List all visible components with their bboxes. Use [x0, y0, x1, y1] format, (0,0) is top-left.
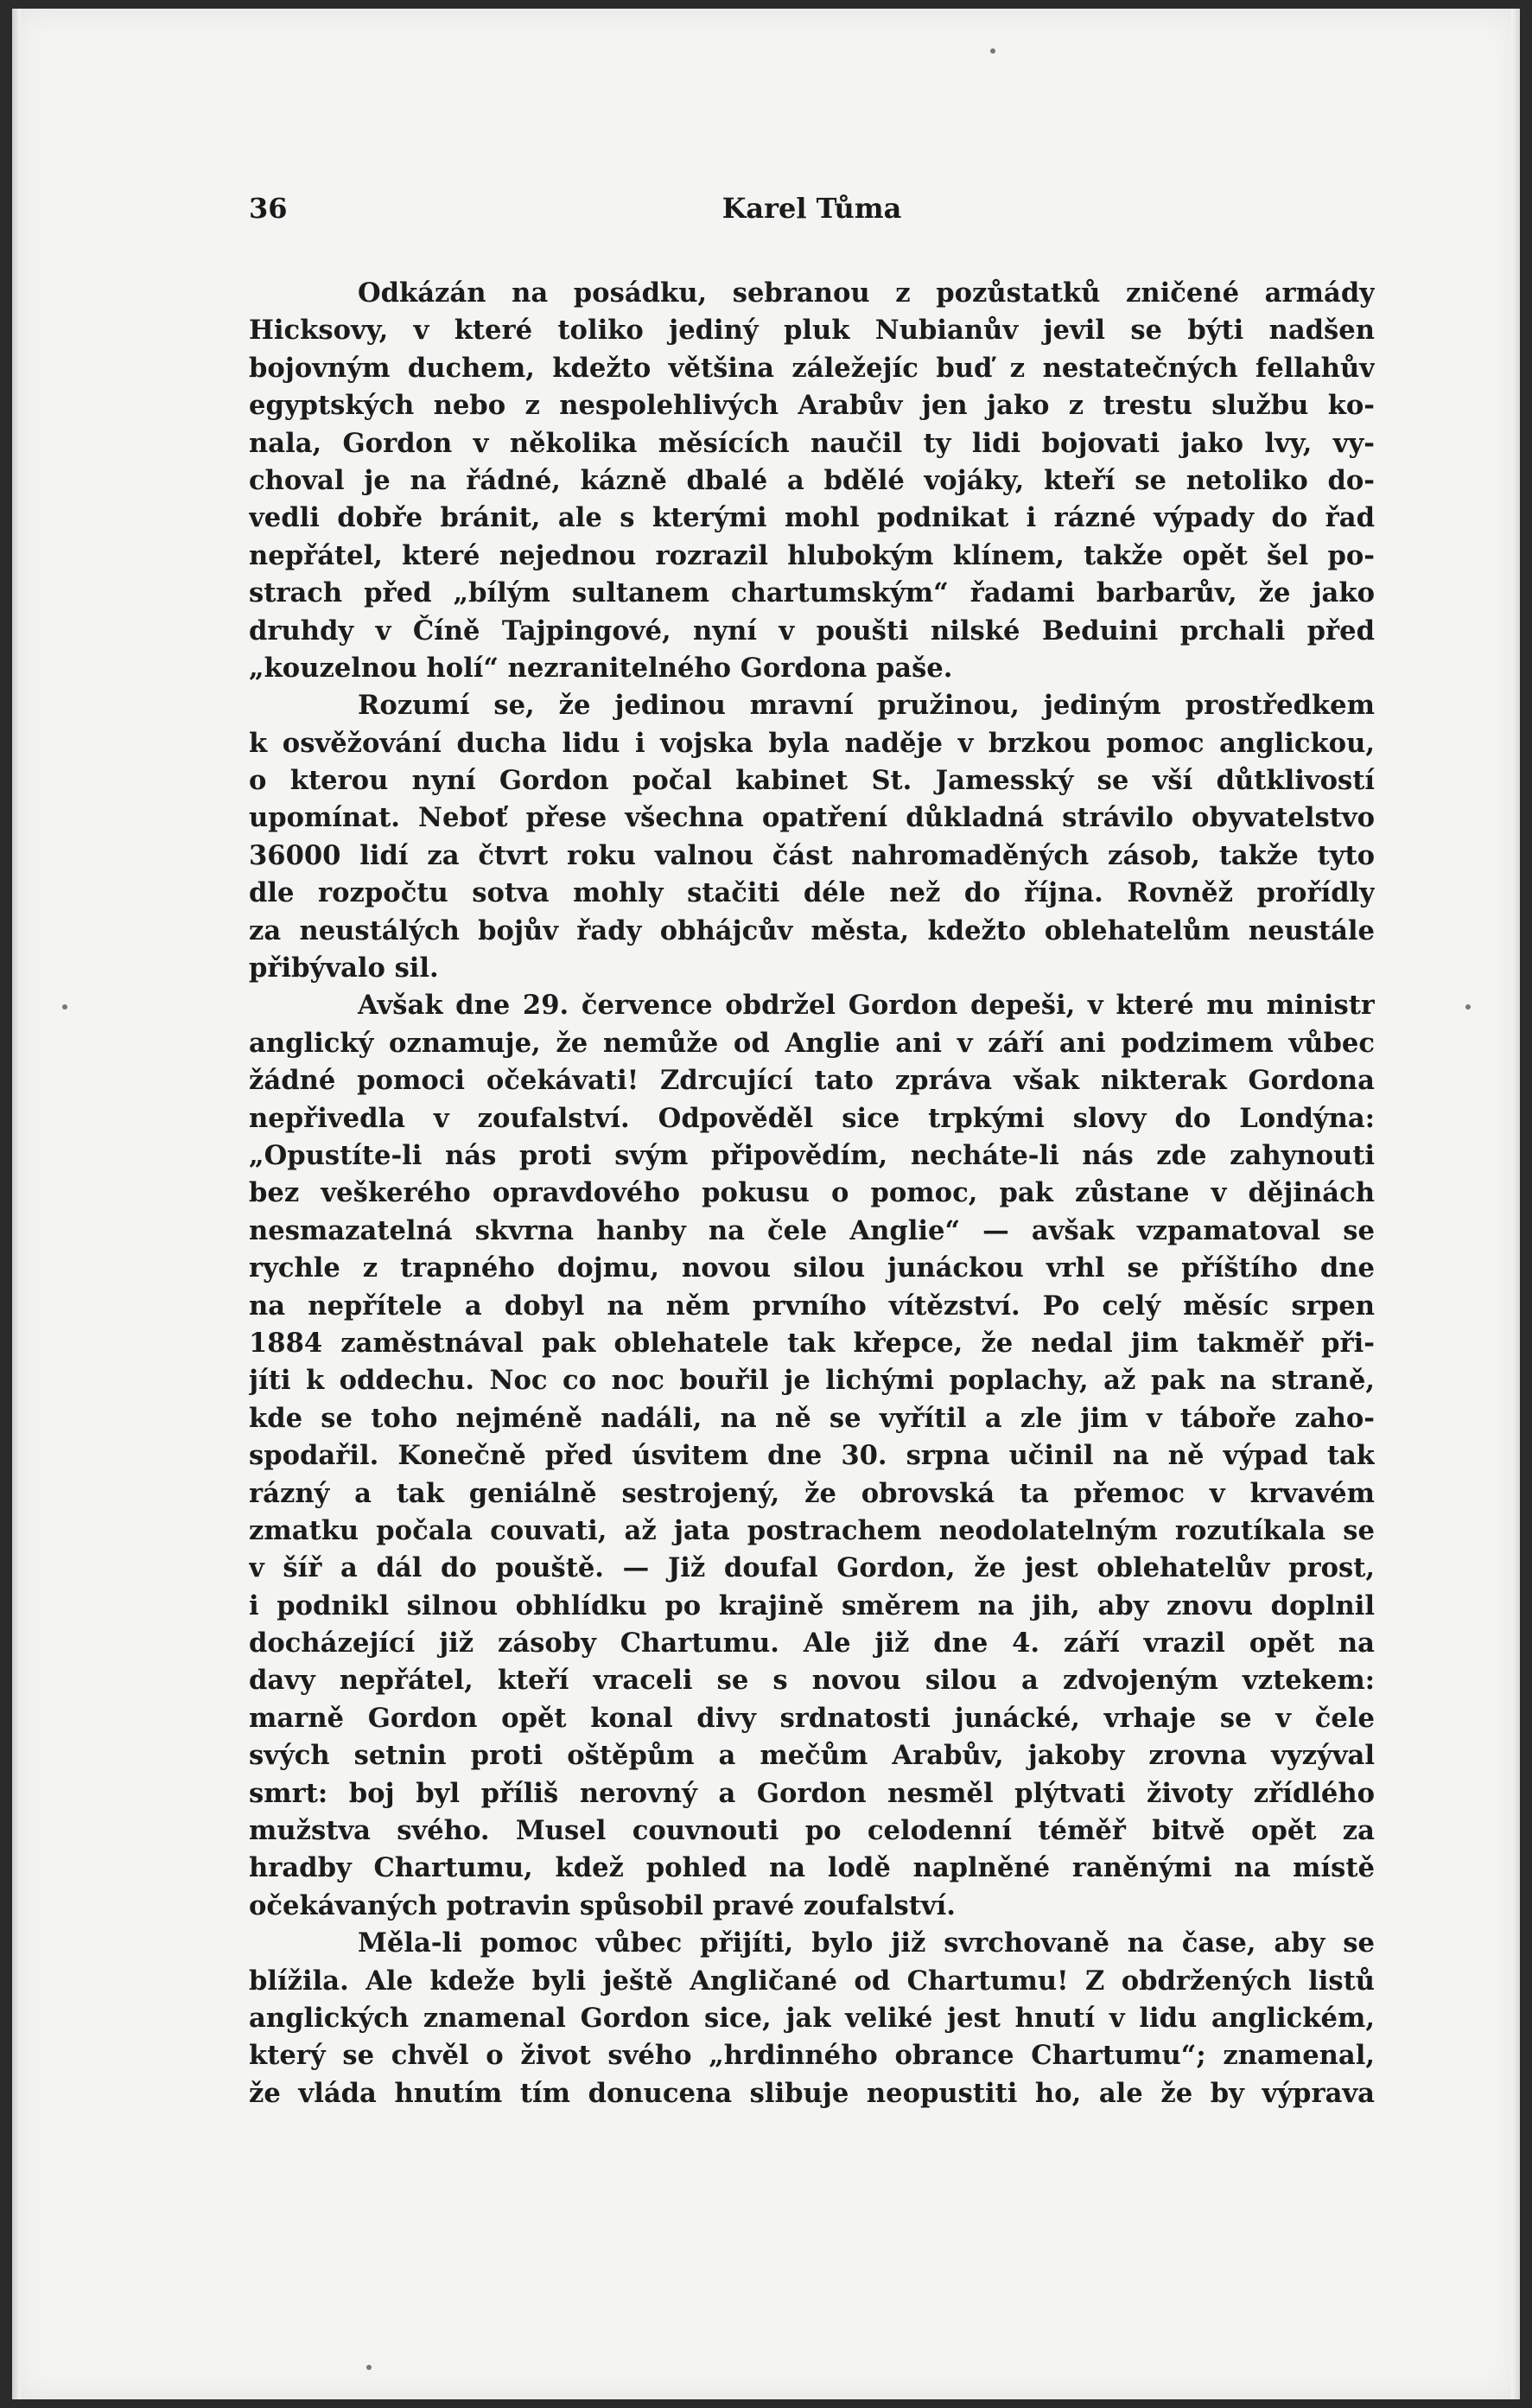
text-line: upomínat. Neboť přese všechna opatření důkladná strávilo obyvatelstvo: [249, 802, 1375, 834]
paragraph: [249, 1925, 1375, 2112]
text-line: žádné pomoci očekávati! Zdrcující tato zpráva však nikterak Gordona: [249, 1065, 1375, 1097]
page-edge-shadow: [1511, 9, 1520, 2399]
text-line: nepřátel, které nejednou rozrazil hlubokým klínem, takže opět šel po-: [249, 539, 1375, 571]
text-line: anglický oznamuje, že nemůže od Anglie ani v září ani podzimem vůbec: [249, 1027, 1375, 1059]
text-line: k osvěžování ducha lidu i vojska byla naděje v brzkou pomoc anglickou,: [249, 727, 1375, 759]
text-line: vedli dobře bránit, ale s kterými mohl podnikat i rázné výpady do řad: [249, 502, 1375, 534]
text-line: svých setnin proti oštěpům a mečům Arabův, jakoby zrovna vyzýval: [249, 1740, 1375, 1772]
text-line: bez veškerého opravdového pokusu o pomoc, pak zůstane v dějinách: [249, 1177, 1375, 1209]
text-line: bojovným duchem, kdežto většina záležejíc buď z nestatečných fellahův: [249, 352, 1375, 384]
text-line: 1884 zaměstnával pak oblehatele tak křepce, že nedal jim takměř při-: [249, 1327, 1375, 1359]
text-line: Měla-li pomoc vůbec přijíti, bylo již svrchovaně na čase, aby se: [358, 1927, 1375, 1959]
running-head-author: Karel Tůma: [722, 192, 902, 225]
text-line: anglických znamenal Gordon sice, jak veliké jest hnutí v lidu anglickém,: [249, 2002, 1375, 2034]
text-line: marně Gordon opět konal divy srdnatosti junácké, vrhaje se v čele: [249, 1702, 1375, 1734]
scan-speck: [1465, 1004, 1471, 1010]
text-line: přibývalo sil.: [249, 952, 439, 984]
text-line: hradby Chartumu, kdež pohled na lodě naplněné raněnými na místě: [249, 1852, 1375, 1884]
text-line: kde se toho nejméně nadáli, na ně se vyřítil a zle jim v táboře zaho-: [249, 1402, 1375, 1434]
scan-speck: [62, 1004, 67, 1010]
text-line: očekávaných potravin spůsobil pravé zoufalství.: [249, 1889, 956, 1921]
text-line: druhdy v Číně Tajpingové, nyní v poušti nilské Beduini prchali před: [249, 615, 1375, 647]
paragraph: [249, 275, 1375, 687]
page-number: 36: [249, 192, 288, 225]
text-line: Odkázán na posádku, sebranou z pozůstatků zničené armády: [358, 277, 1375, 309]
text-line: „kouzelnou holí“ nezranitelného Gordona paše.: [249, 652, 953, 684]
paragraph: [249, 987, 1375, 1925]
text-line: mužstva svého. Musel couvnouti po celodenní téměř bitvě opět za: [249, 1815, 1375, 1847]
text-line: „Opustíte-li nás proti svým připovědím, necháte-li nás zde zahynouti: [249, 1139, 1375, 1171]
text-line: že vláda hnutím tím donucena slibuje neopustiti ho, ale že by výprava: [249, 2077, 1375, 2109]
text-line: strach před „bílým sultanem chartumským“ řadami barbarův, že jako: [249, 577, 1375, 609]
text-line: blížila. Ale kdeže byli ještě Angličané od Chartumu! Z obdržených listů: [249, 1965, 1375, 1997]
text-line: i podnikl silnou obhlídku po krajině směrem na jih, aby znovu doplnil: [249, 1589, 1375, 1621]
text-line: Avšak dne 29. července obdržel Gordon depeši, v které mu ministr: [358, 990, 1375, 1022]
text-line: jíti k oddechu. Noc co noc bouřil je lichými poplachy, až pak na straně,: [249, 1365, 1375, 1397]
text-line: v šíř a dál do pouště. — Již doufal Gordon, že jest oblehatelův prost,: [249, 1552, 1375, 1584]
text-line: dle rozpočtu sotva mohly stačiti déle než do října. Rovněž prořídly: [249, 877, 1375, 909]
text-line: choval je na řádné, kázně dbalé a bdělé vojáky, kteří se netoliko do-: [249, 464, 1375, 496]
paragraph: [249, 687, 1375, 987]
text-line: nesmazatelná skvrna hanby na čele Anglie“ — avšak vzpamatoval se: [249, 1214, 1375, 1246]
text-line: zmatku počala couvati, až jata postrachem neodolatelným rozutíkala se: [249, 1514, 1375, 1546]
text-line: na nepřítele a dobyl na něm prvního vítězství. Po celý měsíc srpen: [249, 1290, 1375, 1322]
page-edge-shadow: [12, 9, 21, 2399]
running-head: [249, 192, 1375, 230]
text-line: nepřivedla v zoufalství. Odpověděl sice trpkými slovy do Londýna:: [249, 1102, 1375, 1134]
text-line: davy nepřátel, kteří vraceli se s novou silou a zdvojeným vztekem:: [249, 1665, 1375, 1697]
text-line: Hicksovy, v které toliko jediný pluk Nubianův jevil se býti nadšen: [249, 315, 1375, 347]
body-text: [249, 275, 1375, 2112]
text-line: rychle z trapného dojmu, novou silou junáckou vrhl se příštího dne: [249, 1252, 1375, 1284]
scan-speck: [990, 48, 995, 54]
text-line: o kterou nyní Gordon počal kabinet St. Jamesský se vší důtklivostí: [249, 765, 1375, 797]
text-line: docházející již zásoby Chartumu. Ale již dne 4. září vrazil opět na: [249, 1628, 1375, 1659]
text-line: Rozumí se, že jedinou mravní pružinou, jediným prostředkem: [358, 690, 1375, 722]
text-line: nala, Gordon v několika měsících naučil ty lidi bojovati jako lvy, vy-: [249, 427, 1375, 459]
text-line: smrt: boj byl příliš nerovný a Gordon nesměl plýtvati životy zřídlého: [249, 1777, 1375, 1809]
text-line: spodařil. Konečně před úsvitem dne 30. srpna učinil na ně výpad tak: [249, 1440, 1375, 1472]
text-line: který se chvěl o život svého „hrdinného obrance Chartumu“; znamenal,: [249, 2040, 1375, 2072]
text-line: 36000 lidí za čtvrt roku valnou část nahromaděných zásob, takže tyto: [249, 839, 1375, 871]
text-line: rázný a tak geniálně sestrojený, že obrovská ta přemoc v krvavém: [249, 1477, 1375, 1509]
scan-speck: [366, 2365, 372, 2370]
text-line: egyptských nebo z nespolehlivých Arabův jen jako z trestu službu ko-: [249, 390, 1375, 422]
text-line: za neustálých bojův řady obhájcův města, kdežto oblehatelům neustále: [249, 914, 1375, 946]
